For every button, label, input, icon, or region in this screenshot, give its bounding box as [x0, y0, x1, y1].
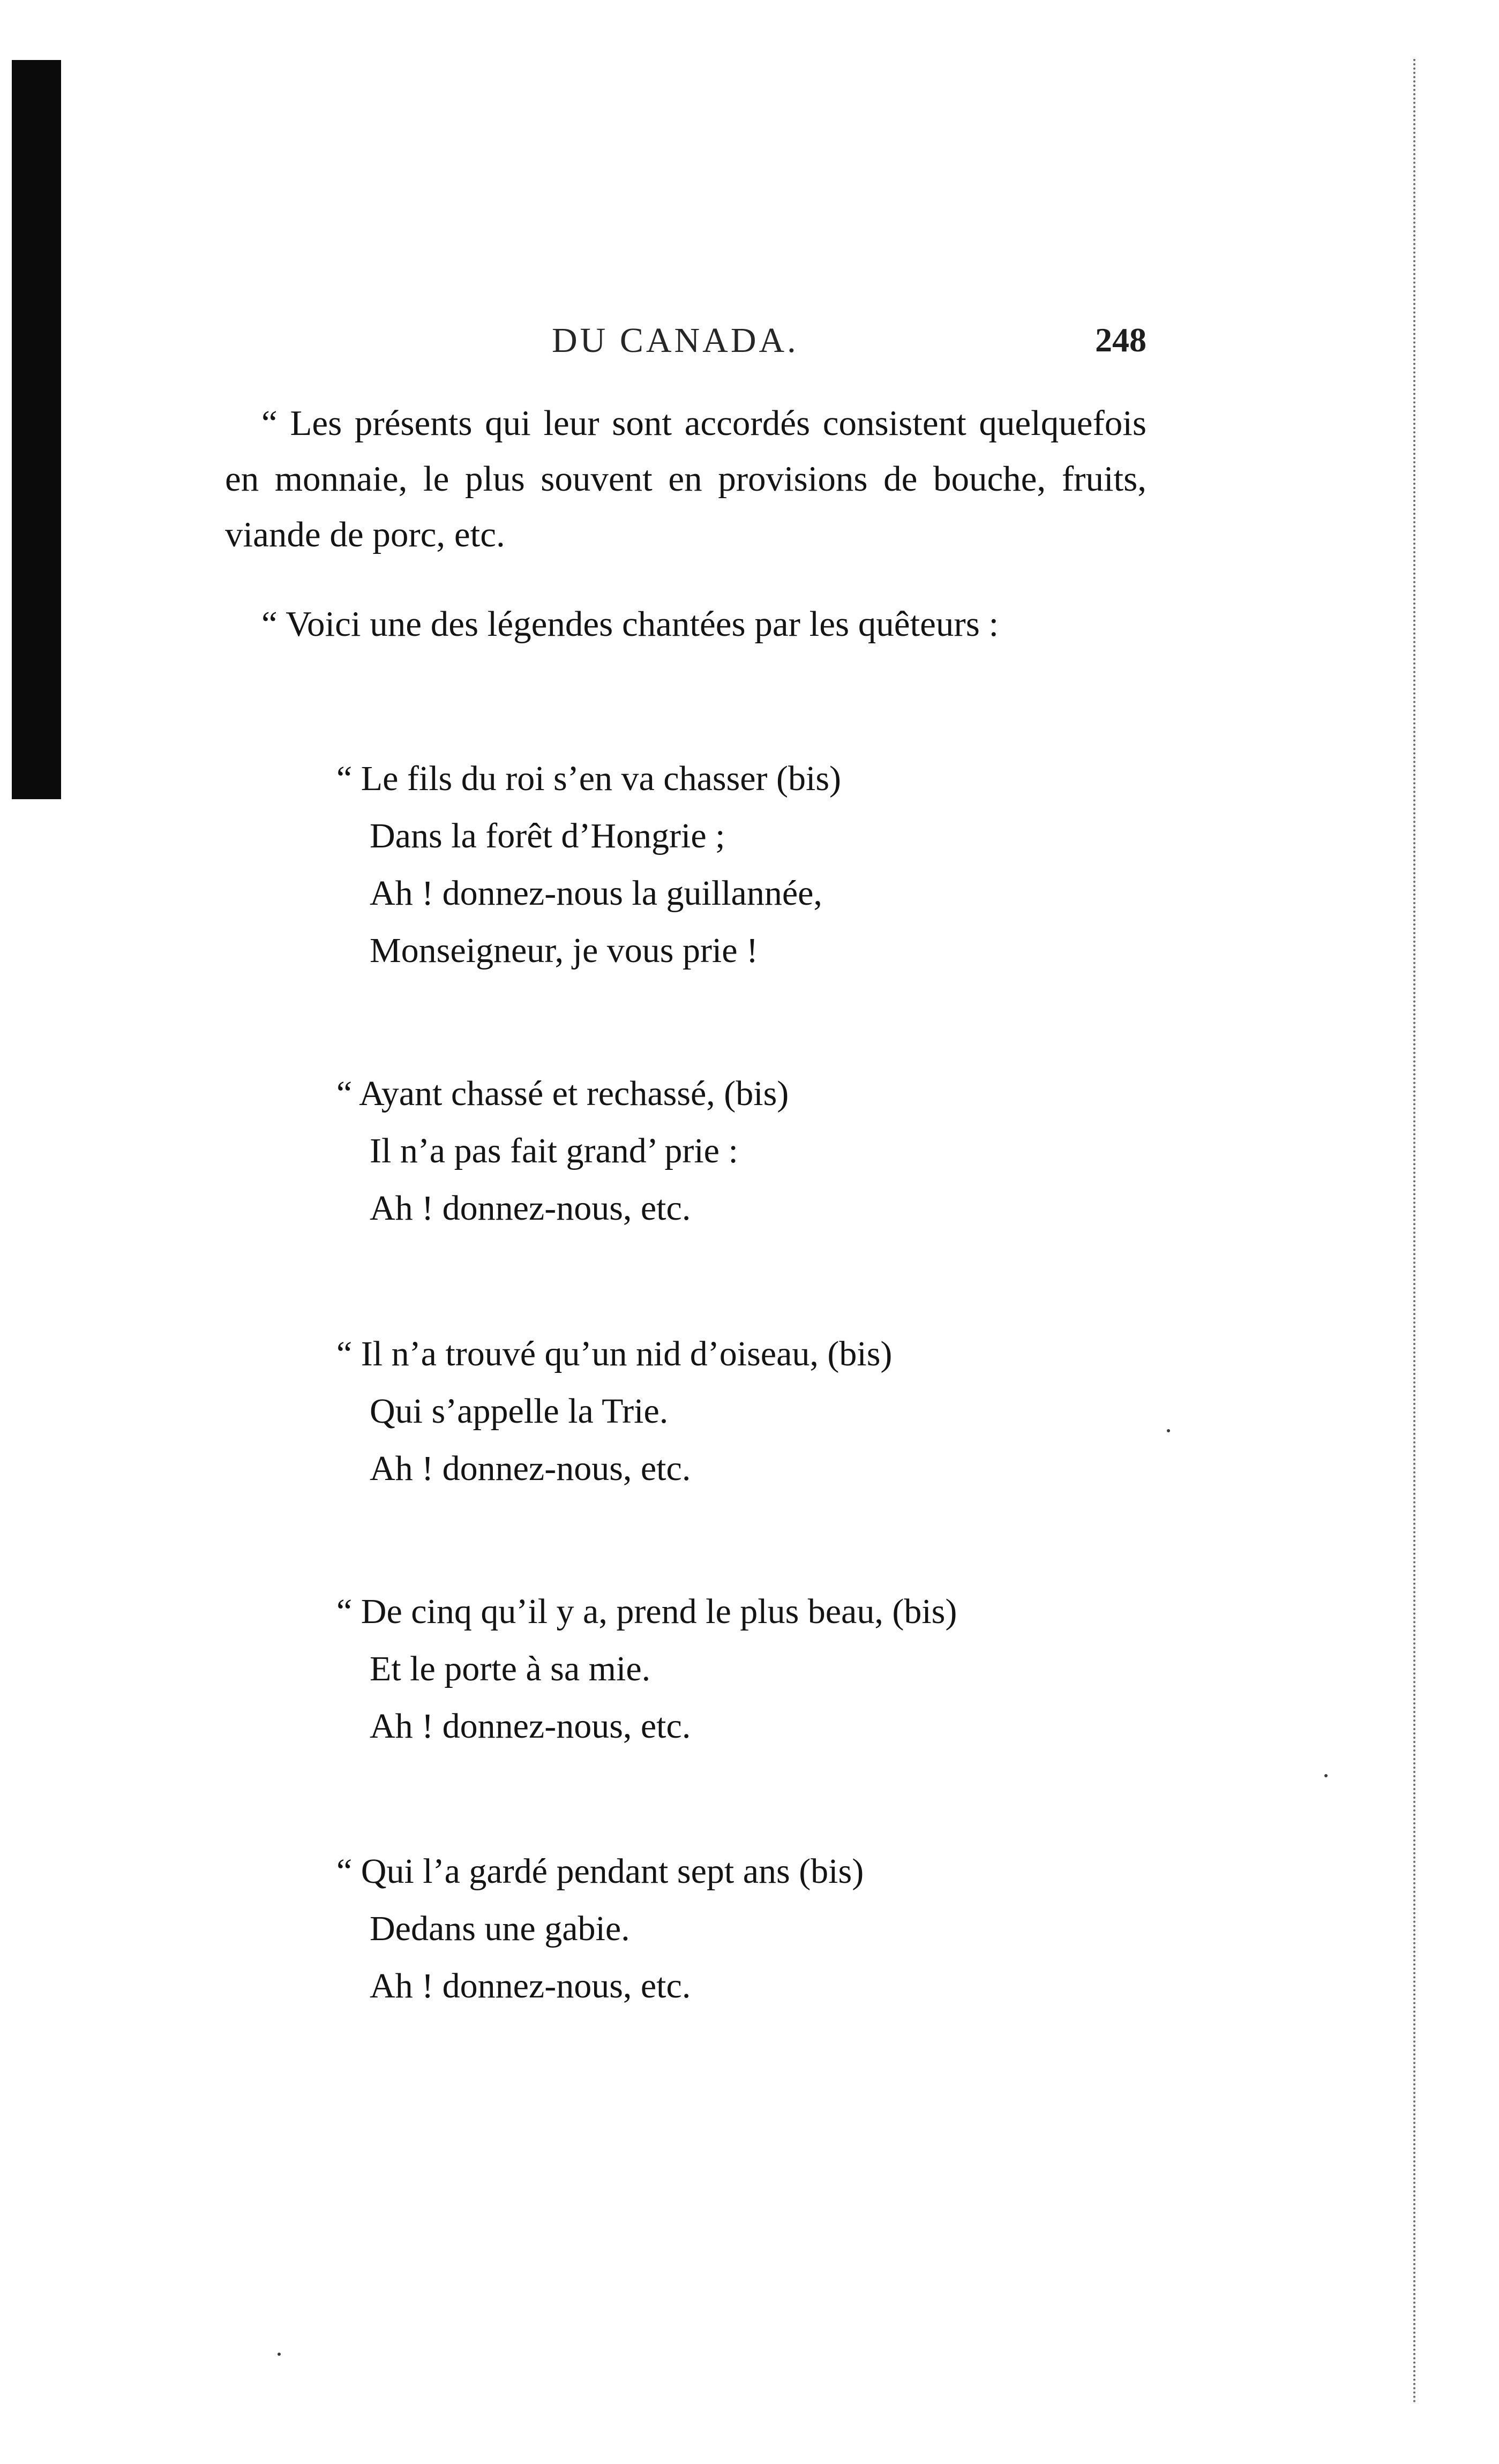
- paragraph-presents: [225, 395, 1146, 562]
- ink-speck: [1324, 1774, 1328, 1777]
- verse-line: “ Ayant chassé et rechassé, (bis): [336, 1074, 789, 1113]
- running-head: DU CANADA.: [552, 321, 799, 360]
- verse-line: Et le porte à sa mie.: [370, 1649, 651, 1688]
- verse-line: Qui s’appelle la Trie.: [370, 1392, 669, 1431]
- verse-line: Monseigneur, je vous prie !: [370, 931, 759, 970]
- stanza-2: [336, 1065, 1194, 1237]
- stanza-4: [336, 1583, 1194, 1755]
- verse-line: “ Le fils du roi s’en va chasser (bis): [336, 759, 842, 798]
- paragraph-text: “ Les présents qui leur sont accordés consistent quelquefois en monnaie, le plus souvent en provisions de bouche, fruits, viande de porc, etc.: [225, 403, 1146, 554]
- verse-line: Dedans une gabie.: [370, 1909, 630, 1948]
- verse-line: Ah ! donnez-nous la guillannée,: [370, 874, 822, 913]
- stanza-1: [336, 750, 1194, 979]
- verse-line: Dans la forêt d’Hongrie ;: [370, 816, 725, 855]
- verse-line: Ah ! donnez-nous, etc.: [370, 1449, 691, 1488]
- paragraph-legend-intro: [225, 596, 1146, 652]
- verse-line: Ah ! donnez-nous, etc.: [370, 1707, 691, 1746]
- verse-line: Ah ! donnez-nous, etc.: [370, 1189, 691, 1228]
- binding-edge-shadow: [12, 60, 61, 799]
- stanza-5: [336, 1843, 1194, 2015]
- verse-line: “ De cinq qu’il y a, prend le plus beau, (bis): [336, 1592, 957, 1631]
- paragraph-text: “ Voici une des légendes chantées par les quêteurs :: [261, 604, 999, 644]
- verse-line: “ Qui l’a gardé pendant sept ans (bis): [336, 1852, 864, 1891]
- verse-line: Il n’a pas fait grand’ prie :: [370, 1131, 738, 1170]
- page-edge-line: [1413, 59, 1415, 2405]
- stanza-3: [336, 1325, 1194, 1497]
- page-header: [225, 320, 1146, 363]
- page-number: 248: [1095, 321, 1146, 359]
- ink-speck: [278, 2353, 281, 2356]
- verse-line: Ah ! donnez-nous, etc.: [370, 1966, 691, 2005]
- verse-line: “ Il n’a trouvé qu’un nid d’oiseau, (bis): [336, 1334, 893, 1373]
